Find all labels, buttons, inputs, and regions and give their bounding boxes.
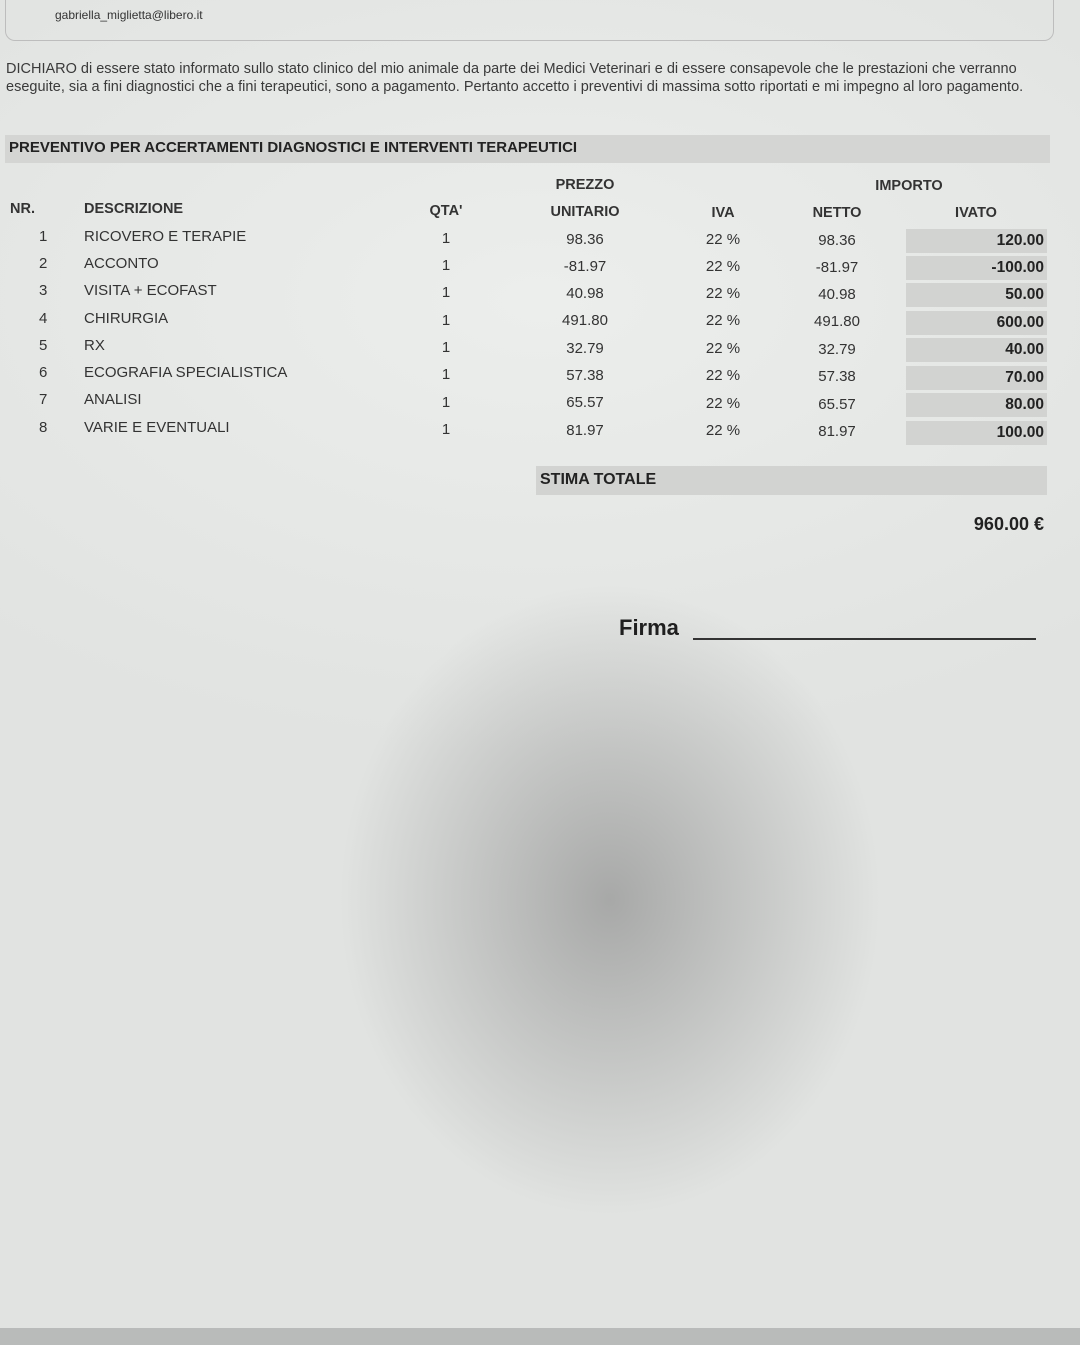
section-bar [5,135,1050,163]
cell-descrizione: RX [84,337,105,354]
cell-ivato: 600.00 [996,314,1044,331]
cell-nr: 3 [39,282,48,299]
col-header-prezzo: PREZZO [555,177,615,193]
col-header-nr: NR. [10,201,35,217]
col-header-netto: NETTO [812,205,862,221]
cell-netto: 32.79 [818,341,856,358]
cell-descrizione: ACCONTO [84,255,159,272]
cell-iva: 22 % [705,395,741,412]
email-text: gabriella_miglietta@libero.it [55,8,203,22]
cell-unitario: 32.79 [566,340,604,357]
cell-iva: 22 % [705,285,741,302]
cell-descrizione: CHIRURGIA [84,310,169,327]
cell-netto: 491.80 [814,313,860,330]
bottom-edge [0,1328,1080,1345]
cell-nr: 6 [39,364,48,381]
cell-nr: 7 [39,391,48,408]
cell-ivato: 50.00 [1005,286,1044,303]
cell-nr: 4 [39,310,48,327]
cell-unitario: 65.57 [566,394,604,411]
cell-qta: 1 [441,284,451,301]
cell-netto: 98.36 [818,232,856,249]
cell-qta: 1 [441,366,451,383]
cell-unitario: 40.98 [566,285,604,302]
cell-unitario: 57.38 [566,367,604,384]
cell-unitario: -81.97 [563,258,607,275]
firma-label: Firma [619,615,679,640]
cell-nr: 1 [39,228,48,245]
col-header-iva: IVA [711,205,735,221]
cell-descrizione: VISITA + ECOFAST [84,282,217,299]
cell-iva: 22 % [705,231,741,248]
cell-ivato: 80.00 [1005,396,1044,413]
cell-descrizione: RICOVERO E TERAPIE [84,228,247,245]
cell-ivato: 120.00 [996,232,1044,249]
col-header-unitario: UNITARIO [550,204,620,220]
cell-ivato: -100.00 [991,259,1044,276]
cell-nr: 5 [39,337,48,354]
header-box [5,0,1054,41]
cell-iva: 22 % [705,422,741,439]
col-header-descrizione: DESCRIZIONE [84,201,184,217]
cell-ivato: 40.00 [1005,341,1044,358]
cell-iva: 22 % [705,258,741,275]
cell-netto: 57.38 [818,368,856,385]
total-amount: 960.00 € [973,514,1044,534]
cell-iva: 22 % [705,367,741,384]
cell-ivato: 100.00 [996,424,1044,441]
cell-netto: 81.97 [818,423,856,440]
cell-iva: 22 % [705,340,741,357]
signature-line [693,638,1036,640]
cell-netto: 65.57 [818,396,856,413]
stima-totale-label: STIMA TOTALE [540,471,657,488]
cell-unitario: 98.36 [566,231,604,248]
col-header-qta: QTA' [429,203,463,219]
cell-iva: 22 % [705,312,741,329]
stima-totale-bar [536,466,1047,495]
cell-nr: 8 [39,419,48,436]
cell-netto: -81.97 [815,259,859,276]
cell-unitario: 491.80 [562,312,608,329]
cell-qta: 1 [441,394,451,411]
section-title: PREVENTIVO PER ACCERTAMENTI DIAGNOSTICI E INTERVENTI TERAPEUTICI [9,139,578,156]
cell-ivato: 70.00 [1005,369,1044,386]
cell-netto: 40.98 [818,286,856,303]
cell-qta: 1 [441,230,451,247]
cell-descrizione: ANALISI [84,391,142,408]
cell-qta: 1 [441,257,451,274]
col-header-importo: IMPORTO [875,178,943,194]
cell-descrizione: VARIE E EVENTUALI [84,419,230,436]
cell-nr: 2 [39,255,48,272]
col-header-ivato: IVATO [955,205,997,221]
cell-qta: 1 [441,421,451,438]
cell-qta: 1 [441,339,451,356]
cell-qta: 1 [441,312,451,329]
declaration-text: DICHIARO di essere stato informato sullo stato clinico del mio animale da parte dei Medici Veterinari e di essere consapevole che le prestazioni che verranno eseguite, sia a fini diagnostici che a fini terapeutici, sono a pagamento. Pertanto accetto i preventivi di massima sotto riportati e mi impegno al loro pagamento. [6,61,1024,95]
cell-descrizione: ECOGRAFIA SPECIALISTICA [84,364,288,381]
cell-unitario: 81.97 [566,422,604,439]
